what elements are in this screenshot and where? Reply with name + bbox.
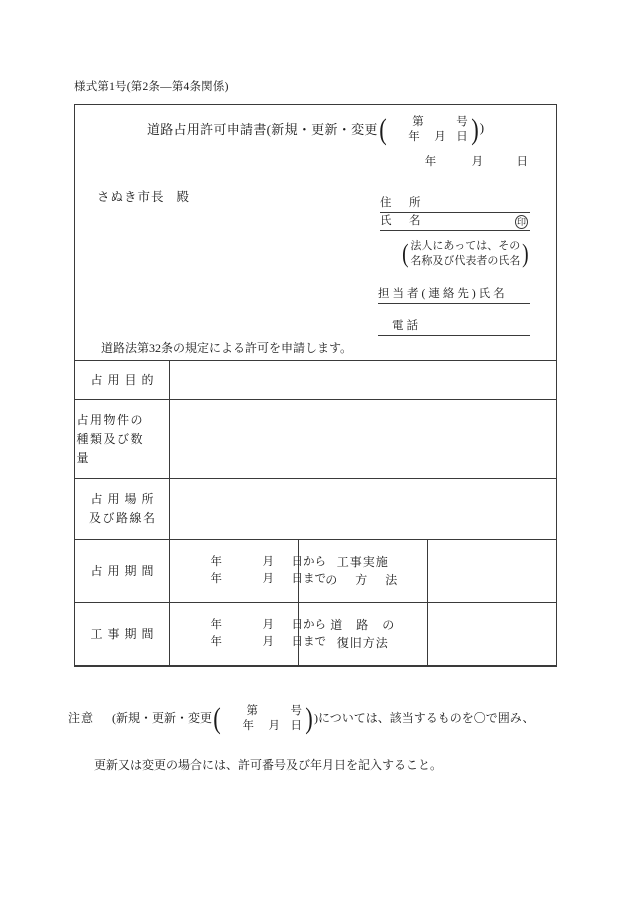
seal-icon: 印 (516, 217, 526, 227)
row-label-location (75, 479, 170, 540)
contact-person-field[interactable] (378, 285, 530, 304)
row-input-occupancy-period[interactable] (170, 540, 326, 603)
applicant-name-field[interactable] (380, 213, 530, 231)
notes-permit-date-line (224, 719, 302, 734)
corporate-note-line1: 法人にあっては、その (410, 240, 521, 252)
occupancy-to-year: 年 (210, 573, 222, 585)
occupancy-from-month: 月 (262, 556, 274, 568)
corporate-note-line2: 名称及び代表者の氏名 (410, 255, 521, 267)
row-input-restoration-method[interactable] (427, 603, 556, 666)
permit-number-gou-label: 号 (456, 116, 468, 128)
notes-brace-open-icon: ( (213, 702, 221, 735)
form-table (75, 360, 556, 666)
construction-method-line2: の 方 法 (325, 573, 401, 587)
notes-brace-close-icon: ) (305, 702, 313, 735)
contact-person-label: 担当者(連絡先)氏名 (378, 288, 508, 300)
table-row (75, 603, 556, 666)
brace-close-icon: ) (470, 113, 479, 146)
row-input-work-period[interactable] (170, 603, 326, 666)
occupancy-period-from (170, 554, 326, 571)
form-title-row (75, 115, 556, 145)
permit-date-line (390, 130, 468, 145)
occupancy-from-year: 年 (210, 556, 222, 568)
notes-brace-group (212, 704, 314, 734)
applicant-name-label: 氏 名 (380, 215, 424, 227)
notes-label: 注意 (68, 711, 95, 725)
work-to-year: 年 (210, 636, 222, 648)
submission-day-label: 日 (516, 156, 528, 168)
notes-dai-label: 第 (246, 705, 259, 717)
permit-number-brace-group (378, 115, 484, 145)
row-input-purpose[interactable] (170, 361, 557, 400)
corporate-brace-open-icon: ( (401, 239, 409, 268)
permit-date-line-day: 日 (456, 131, 468, 143)
table-row (75, 479, 556, 540)
row-label-object-type-line2: 種類及び数 (76, 431, 145, 446)
permit-date-line-year: 年 (408, 131, 420, 143)
submission-year-label: 年 (424, 156, 437, 168)
occupancy-to-day: 日まで (291, 573, 326, 585)
notes-line2: 更新又は変更の場合には、許可番号及び年月日を記入すること。 (94, 758, 443, 772)
brace-open-icon: ( (378, 113, 387, 146)
contact-phone-field[interactable] (378, 317, 530, 336)
corporate-brace-close-icon: ) (522, 239, 529, 268)
row-label-occupancy-period: 占用期間 (75, 540, 170, 603)
row-input-construction-method[interactable] (427, 540, 556, 603)
form-frame (74, 104, 557, 667)
row-label-object-type (75, 400, 170, 479)
construction-method-line1: 工事実施 (336, 555, 389, 569)
notes-permit-date-line-year: 年 (242, 720, 255, 732)
notes-section (68, 704, 568, 773)
applicant-fields (380, 195, 530, 231)
row-label-work-period: 工事期間 (75, 603, 170, 666)
permit-date-line-month: 月 (434, 131, 446, 143)
contact-phone-label: 電話 (392, 320, 421, 332)
contact-fields (378, 285, 530, 336)
work-from-day: 日から (291, 619, 326, 631)
row-input-object-type[interactable] (170, 400, 557, 479)
row-label-location-line2: 及び路線名 (88, 511, 157, 525)
application-statement: 道路法第32条の規定による許可を申請します。 (101, 341, 353, 355)
form-number-label: 様式第1号(第2条―第4条関係) (74, 81, 229, 93)
row-label-object-type-line3: 量 (76, 450, 91, 465)
notes-permit-date-line-month: 月 (268, 720, 281, 732)
work-period-from (170, 617, 326, 634)
notes-permit-number-line (224, 704, 302, 719)
table-row (75, 361, 556, 400)
applicant-address-field[interactable] (380, 195, 530, 213)
work-to-day: 日まで (291, 636, 326, 648)
table-row (75, 400, 556, 479)
row-label-purpose: 占用目的 (75, 361, 170, 400)
permit-number-fields (388, 115, 470, 145)
work-from-month: 月 (262, 619, 274, 631)
occupancy-from-day: 日から (291, 556, 326, 568)
notes-permit-fields (222, 704, 304, 734)
form-title: 道路占用許可申請書(新規・更新・変更 (146, 122, 378, 137)
title-paren-close: ) (479, 120, 485, 135)
row-label-object-type-line1: 占用物件の (76, 412, 145, 427)
addressee-name: さぬき市長 (97, 190, 165, 204)
occupancy-to-month: 月 (262, 573, 274, 585)
permit-number-dai-label: 第 (412, 116, 424, 128)
row-input-location[interactable] (170, 479, 557, 540)
addressee-line (97, 187, 190, 205)
permit-number-line (390, 115, 468, 130)
notes-paren-open: (新規・更新・変更 (112, 711, 213, 725)
corporate-note-brace-group (401, 239, 530, 269)
notes-gou-label: 号 (290, 705, 303, 717)
table-row (75, 540, 556, 603)
corporate-note-text (409, 239, 521, 269)
contact-gap (378, 304, 530, 317)
addressee-honorific: 殿 (176, 190, 191, 204)
work-to-month: 月 (262, 636, 274, 648)
restoration-method-line1: 道 路 の (330, 618, 396, 632)
notes-tail: )については、該当するものを〇で囲み、 (314, 711, 535, 725)
work-from-year: 年 (210, 619, 222, 631)
notes-line1 (68, 704, 568, 734)
row-label-location-line1: 占用場所 (90, 492, 159, 506)
notes-permit-date-line-day: 日 (290, 720, 303, 732)
work-period-to (170, 634, 326, 651)
applicant-address-label: 住 所 (380, 197, 424, 209)
submission-date-line (425, 153, 528, 169)
restoration-method-line2: 復旧方法 (336, 636, 389, 650)
occupancy-period-to (170, 571, 326, 588)
form-header-block (75, 105, 556, 360)
submission-month-label: 月 (471, 156, 484, 168)
